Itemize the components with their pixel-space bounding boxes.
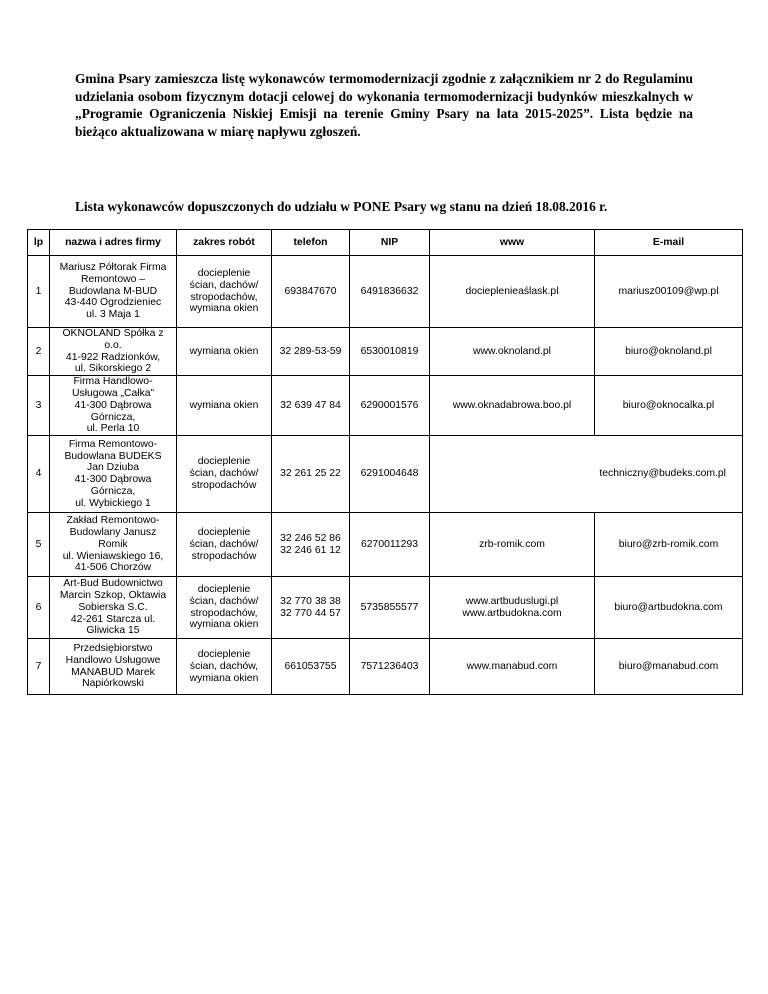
www-cell	[430, 376, 595, 436]
nip-cell: 6291004648	[350, 436, 430, 513]
company-name-address	[50, 256, 177, 328]
works-line: stropodachów	[191, 480, 257, 492]
phone-cell	[272, 436, 350, 513]
works-line: wymiana okien	[189, 399, 259, 411]
works-scope	[177, 577, 272, 639]
works-line: ścian, dachów/	[189, 538, 259, 550]
table-row	[28, 639, 743, 695]
list-subtitle: Lista wykonawców dopuszczonych do udziału w PONE Psary wg stanu na dzień 18.08.2016 r.	[75, 199, 608, 214]
company-line: ul. Wieniawskiego 16,	[62, 550, 164, 562]
company-line: Górnicza,	[90, 485, 136, 497]
company-line: Przedsiębiorstwo	[73, 643, 153, 655]
nip-cell: 6270011293	[350, 513, 430, 577]
company-line: Górnicza,	[90, 411, 136, 423]
email-address[interactable]: biuro@zrb-romik.com	[618, 538, 719, 550]
www-cell	[430, 328, 595, 376]
company-line: Mariusz Półtorak Firma	[59, 262, 167, 273]
website-link: www.artbuduslugi.pl	[465, 595, 559, 607]
works-line: ścian, dachów/	[189, 279, 259, 291]
header-works: zakres robót	[177, 230, 272, 256]
phone-number: 693847670	[284, 285, 337, 297]
phone-number: 32 261 25 22	[280, 468, 341, 480]
www-cell	[430, 639, 595, 695]
works-line: docieplenie	[197, 456, 251, 468]
phone-number: 32 770 38 38	[280, 595, 341, 607]
email-cell	[595, 513, 743, 577]
works-scope	[177, 376, 272, 436]
company-line: ul. Perla 10	[86, 423, 140, 435]
company-line: Budowlana M-BUD	[68, 285, 158, 297]
company-line: ul. Wybickiego 1	[75, 497, 151, 509]
email-cell	[595, 639, 743, 695]
contractors-table	[27, 229, 743, 695]
row-number: 2	[28, 328, 50, 376]
table-body	[28, 256, 743, 695]
phone-cell	[272, 256, 350, 328]
company-line: 41-300 Dąbrowa	[74, 474, 152, 486]
company-line: ul. 3 Maja 1	[86, 309, 140, 321]
works-line: wymiana okien	[189, 672, 259, 684]
works-line: ścian, dachów/	[189, 468, 259, 480]
header-name: nazwa i adres firmy	[50, 230, 177, 256]
phone-cell	[272, 577, 350, 639]
company-line: Art-Bud Budownictwo	[63, 578, 163, 590]
table-row	[28, 436, 743, 513]
company-line: Budowlany Janusz	[69, 526, 157, 538]
nip-cell: 6491836632	[350, 256, 430, 328]
email-cell	[595, 256, 743, 328]
phone-number: 32 770 44 57	[280, 607, 341, 619]
company-line: OKNOLAND Spółka z	[62, 328, 164, 339]
header-phone: telefon	[272, 230, 350, 256]
table-row	[28, 577, 743, 639]
www-cell	[430, 513, 595, 577]
company-line: Firma Handlowo-	[73, 376, 153, 388]
table-row	[28, 513, 743, 577]
works-scope	[177, 328, 272, 376]
header-lp: lp	[28, 230, 50, 256]
phone-number: 32 246 61 12	[280, 544, 341, 556]
row-number: 1	[28, 256, 50, 328]
company-line: Usługowa „Całka”	[72, 387, 154, 399]
email-address[interactable]: biuro@oknocalka.pl	[622, 399, 715, 411]
company-line: Marcin Szkop, Oktawia	[59, 589, 167, 601]
website-link: docieplenieaślask.pl	[465, 285, 559, 297]
website-link: www.oknoland.pl	[473, 345, 551, 357]
table-row	[28, 376, 743, 436]
company-line: Remontowo –	[80, 273, 146, 285]
works-line: wymiana okien	[189, 303, 259, 315]
company-name-address	[50, 639, 177, 695]
company-line: ul. Sikorskiego 2	[74, 363, 152, 375]
row-number: 4	[28, 436, 50, 513]
works-scope	[177, 513, 272, 577]
website-link: zrb-romik.com	[479, 538, 545, 550]
company-line: 42-261 Starcza ul.	[70, 613, 156, 625]
works-line: stropodachów,	[190, 291, 258, 303]
company-line: 41-922 Radzionków,	[65, 351, 161, 363]
company-line: 43-440 Ogrodzieniec	[64, 297, 162, 309]
company-name-address	[50, 513, 177, 577]
row-number: 3	[28, 376, 50, 436]
works-line: ścian, dachów,	[189, 660, 259, 672]
email-address[interactable]: biuro@manabud.com	[618, 660, 719, 672]
works-line: ścian, dachów/	[189, 595, 259, 607]
nip-cell: 5735855577	[350, 577, 430, 639]
works-scope	[177, 436, 272, 513]
header-www: www	[430, 230, 595, 256]
email-cell	[595, 328, 743, 376]
intro-paragraph: Gmina Psary zamieszcza listę wykonawców termomodernizacji zgodnie z załącznikiem nr 2 do Regulaminu udzielania osobom fizycznym dotacji celowej do wykonania termomodernizacji budynków mieszkalnych w „Programie Ograniczenia Niskiej Emisji na terenie Gminy Psary na lata 2015-2025”. Lista będzie na bieżąco aktualizowana w miarę napływu zgłoszeń.	[75, 71, 693, 139]
phone-cell	[272, 639, 350, 695]
www-cell	[430, 256, 595, 328]
phone-number: 32 639 47 84	[280, 399, 341, 411]
company-line: Budowlana BUDEKS	[64, 450, 162, 462]
works-line: stropodachów	[191, 550, 257, 562]
row-number: 7	[28, 639, 50, 695]
company-name-address	[50, 328, 177, 376]
website-link: www.manabud.com	[466, 660, 558, 672]
phone-cell	[272, 328, 350, 376]
company-line: Handlowo Usługowe	[65, 654, 161, 666]
website-link: www.oknadabrowa.boo.pl	[452, 399, 572, 411]
works-line: wymiana okien	[189, 345, 259, 357]
company-line: Napiórkowski	[82, 678, 144, 690]
nip-cell: 6530010819	[350, 328, 430, 376]
nip-cell: 6290001576	[350, 376, 430, 436]
company-line: o.o.	[104, 339, 122, 351]
company-line: Gliwicka 15	[86, 625, 140, 637]
www-cell	[430, 577, 595, 639]
works-line: stropodachów,	[190, 607, 258, 619]
company-name-address	[50, 376, 177, 436]
phone-cell	[272, 376, 350, 436]
email-cell	[595, 577, 743, 639]
email-address[interactable]: techniczny@budeks.com.pl	[599, 468, 726, 480]
phone-cell	[272, 513, 350, 577]
company-name-address	[50, 577, 177, 639]
works-scope	[177, 639, 272, 695]
email-address[interactable]: biuro@artbudokna.com	[614, 601, 723, 613]
row-number: 6	[28, 577, 50, 639]
works-line: docieplenie	[197, 648, 251, 660]
company-line: 41-300 Dąbrowa	[74, 399, 152, 411]
company-line: Firma Remontowo-	[68, 438, 158, 450]
company-line: Zakład Remontowo-	[66, 515, 160, 527]
works-line: docieplenie	[197, 526, 251, 538]
works-line: wymiana okien	[189, 619, 259, 631]
table-row	[28, 256, 743, 328]
company-line: 41-506 Chorzów	[74, 562, 152, 574]
row-number: 5	[28, 513, 50, 577]
company-line: Romik	[98, 538, 128, 550]
nip-cell: 7571236403	[350, 639, 430, 695]
phone-number: 32 246 52 86	[280, 532, 341, 544]
email-address[interactable]: mariusz00109@wp.pl	[618, 285, 719, 297]
email-cell	[430, 436, 743, 513]
company-name-address	[50, 436, 177, 513]
header-nip: NIP	[350, 230, 430, 256]
header-email: E-mail	[595, 230, 743, 256]
phone-number: 32 289-53-59	[279, 345, 342, 357]
works-line: docieplenie	[197, 267, 251, 279]
company-line: MANABUD Marek	[71, 666, 155, 678]
works-scope	[177, 256, 272, 328]
table-row	[28, 328, 743, 376]
company-line: Sobierska S.C.	[78, 601, 148, 613]
email-address[interactable]: biuro@oknoland.pl	[625, 345, 712, 357]
table-header-row	[28, 230, 743, 256]
email-cell	[595, 376, 743, 436]
company-line: Jan Dziuba	[87, 462, 139, 474]
phone-number: 661053755	[284, 660, 337, 672]
works-line: docieplenie	[197, 584, 251, 596]
website-link: www.artbudokna.com	[462, 607, 562, 619]
